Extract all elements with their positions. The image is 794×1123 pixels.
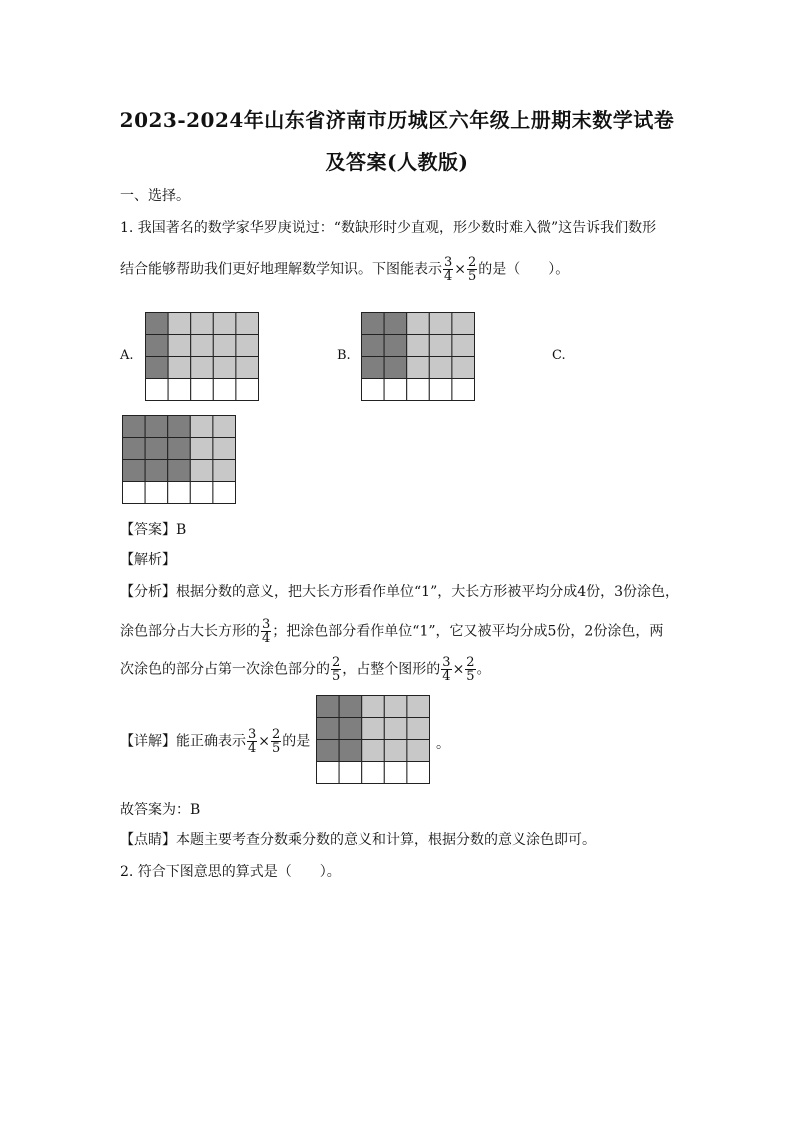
grid-cell (213, 335, 236, 357)
grid-cell (384, 740, 407, 762)
detail-grid (316, 695, 430, 784)
q1-stem-line2 (120, 256, 569, 283)
grid-cell (190, 416, 213, 438)
grid-cell (362, 696, 385, 718)
grid-cell (213, 313, 236, 335)
grid-cell (236, 357, 259, 379)
grid-cell (317, 762, 340, 784)
fraction-three-quarters (443, 256, 453, 283)
grid-cell (123, 416, 146, 438)
grid-cell (362, 335, 385, 357)
grid-cell (339, 762, 362, 784)
grid-cell (407, 696, 430, 718)
grid-cell (168, 335, 191, 357)
grid-cell (384, 762, 407, 784)
numerator: 2 (468, 255, 477, 270)
grid-cell (362, 357, 385, 379)
option-b-label[interactable]: B. (337, 348, 351, 363)
grid-cell (145, 416, 168, 438)
grid-cell (339, 740, 362, 762)
grid-cell (317, 740, 340, 762)
grid-cell (168, 460, 191, 482)
grid-cell (407, 313, 430, 335)
grid-cell (146, 313, 169, 335)
grid-cell (452, 313, 475, 335)
grid-cell (236, 335, 259, 357)
grid-cell (407, 762, 430, 784)
fraction-two-fifths (467, 256, 477, 283)
comment-line: 【点睛】本题主要考查分数乘分数的意义和计算，根据分数的意义涂色即可。 (120, 832, 596, 848)
grid-svg (122, 415, 236, 504)
grid-cell (213, 438, 236, 460)
detail-text: 【详解】能正确表示 (120, 733, 246, 750)
numerator: 2 (272, 727, 281, 742)
grid-cell (452, 379, 475, 401)
numerator: 3 (444, 255, 453, 270)
grid-cell (191, 313, 214, 335)
numerator: 3 (248, 727, 257, 742)
denominator: 4 (248, 741, 257, 756)
grid-cell (236, 379, 259, 401)
fraction-two-fifths (271, 728, 281, 755)
denominator: 5 (332, 669, 341, 684)
grid-cell (339, 696, 362, 718)
fraction-three-quarters (247, 728, 257, 755)
grid-cell (407, 718, 430, 740)
analysis-heading: 【解析】 (120, 552, 176, 568)
fraction-three-quarters (441, 656, 451, 683)
grid-cell (145, 482, 168, 504)
final-answer: 故答案为：B (120, 802, 201, 818)
grid-cell (362, 313, 385, 335)
grid-cell (362, 718, 385, 740)
grid-cell (190, 438, 213, 460)
grid-cell (168, 416, 191, 438)
option-b-grid[interactable] (361, 312, 475, 401)
grid-svg (316, 695, 430, 784)
grid-cell (168, 357, 191, 379)
grid-cell (146, 335, 169, 357)
detail-line (120, 728, 310, 755)
grid-cell (191, 357, 214, 379)
grid-cell (213, 357, 236, 379)
detail-text: 的是 (282, 733, 311, 750)
analysis-text: 涂色部分占大长方形的 (120, 623, 260, 640)
grid-cell (407, 357, 430, 379)
grid-cell (191, 335, 214, 357)
detail-period: 。 (436, 736, 450, 752)
fraction-two-fifths (331, 656, 341, 683)
grid-cell (407, 335, 430, 357)
numerator: 2 (466, 655, 475, 670)
grid-cell (362, 740, 385, 762)
grid-cell (317, 718, 340, 740)
option-c-label[interactable]: C. (552, 348, 566, 363)
grid-cell (384, 696, 407, 718)
grid-cell (362, 762, 385, 784)
analysis-text: 。 (476, 661, 491, 678)
grid-cell (407, 740, 430, 762)
grid-cell (146, 357, 169, 379)
grid-cell (317, 696, 340, 718)
analysis-line3 (120, 656, 491, 683)
fraction-two-fifths (465, 656, 475, 683)
grid-cell (429, 313, 452, 335)
doc-title-line1: 2023-2024年山东省济南市历城区六年级上册期末数学试卷 (119, 108, 675, 132)
grid-cell (362, 379, 385, 401)
answer-line: 【答案】B (120, 522, 187, 538)
grid-cell (429, 335, 452, 357)
analysis-text: ，占整个图形的 (342, 661, 441, 678)
grid-cell (384, 379, 407, 401)
times-sign: × (452, 661, 465, 678)
grid-cell (339, 718, 362, 740)
section-heading: 一、选择。 (120, 188, 190, 204)
denominator: 4 (444, 269, 453, 284)
grid-cell (213, 379, 236, 401)
grid-cell (429, 357, 452, 379)
q1-stem-line1: 1. 我国著名的数学家华罗庚说过：“数缺形时少直观，形少数时难入微”这告诉我们数形 (120, 220, 657, 236)
grid-cell (146, 379, 169, 401)
option-a-label[interactable]: A. (120, 348, 134, 363)
numerator: 3 (442, 655, 451, 670)
grid-cell (168, 438, 191, 460)
fraction-three-quarters (261, 618, 271, 645)
denominator: 4 (262, 631, 271, 646)
numerator: 3 (262, 617, 271, 632)
grid-cell (452, 357, 475, 379)
denominator: 5 (272, 741, 281, 756)
grid-cell (236, 313, 259, 335)
grid-cell (213, 416, 236, 438)
q1-stem-tail: 的是（ ）。 (478, 261, 570, 278)
grid-cell (145, 460, 168, 482)
grid-cell (168, 379, 191, 401)
grid-cell (452, 335, 475, 357)
times-sign: × (258, 733, 271, 750)
grid-cell (384, 718, 407, 740)
grid-cell (123, 460, 146, 482)
denominator: 5 (466, 669, 475, 684)
numerator: 2 (332, 655, 341, 670)
grid-cell (213, 460, 236, 482)
grid-cell (384, 357, 407, 379)
q1-stem-text: 结合能够帮助我们更好地理解数学知识。下图能表示 (120, 261, 442, 278)
denominator: 5 (468, 269, 477, 284)
analysis-line1: 【分析】根据分数的意义，把大长方形看作单位“1”，大长方形被平均分成4份，3份涂色， (120, 584, 680, 600)
analysis-text: 次涂色的部分占第一次涂色部分的 (120, 661, 330, 678)
option-c-grid[interactable] (122, 415, 236, 504)
grid-cell (384, 313, 407, 335)
grid-cell (384, 335, 407, 357)
grid-cell (123, 438, 146, 460)
analysis-line2 (120, 618, 663, 645)
grid-cell (190, 482, 213, 504)
grid-cell (123, 482, 146, 504)
grid-svg (361, 312, 475, 401)
grid-cell (145, 438, 168, 460)
q2-stem: 2. 符合下图意思的算式是（ ）。 (120, 864, 341, 880)
option-a-grid[interactable] (145, 312, 259, 401)
denominator: 4 (442, 669, 451, 684)
grid-cell (168, 313, 191, 335)
doc-title-line2: 及答案(人教版) (325, 150, 469, 174)
times-sign: × (454, 261, 467, 278)
grid-cell (429, 379, 452, 401)
analysis-text: ；把涂色部分看作单位“1”，它又被平均分成5份，2份涂色，两 (272, 623, 664, 640)
grid-cell (168, 482, 191, 504)
grid-cell (213, 482, 236, 504)
grid-cell (407, 379, 430, 401)
grid-cell (191, 379, 214, 401)
grid-svg (145, 312, 259, 401)
grid-cell (190, 460, 213, 482)
